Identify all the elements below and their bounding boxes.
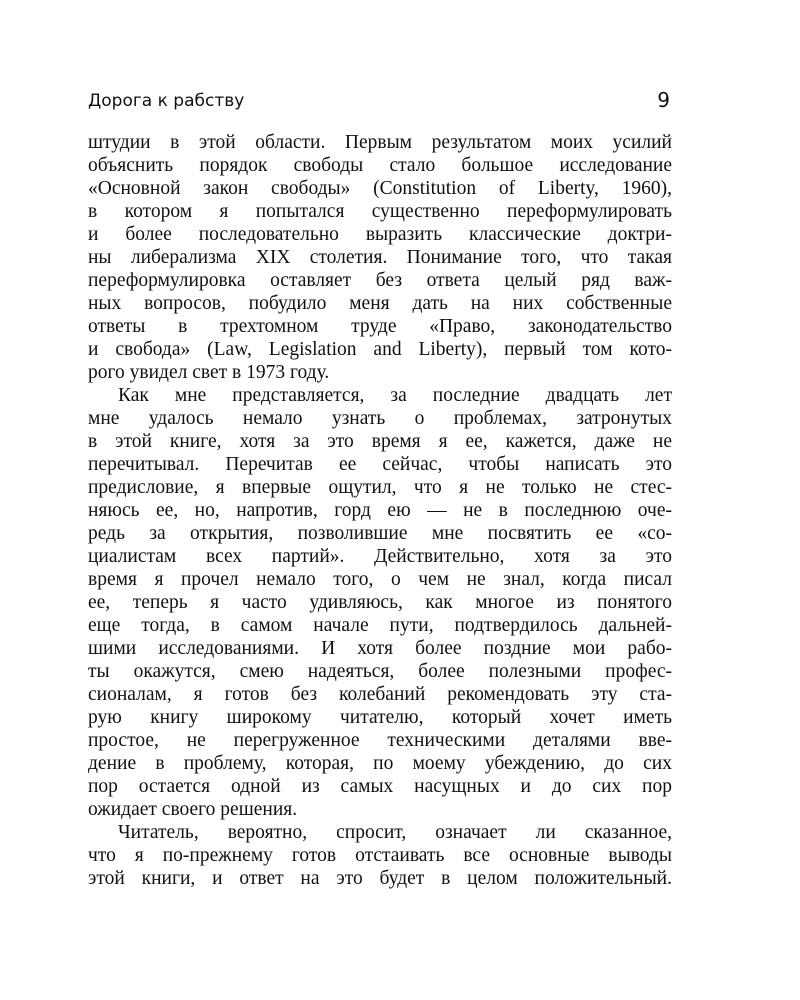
body-text [88,131,672,890]
text-line: еще тогда, в самом начале пути, подтвердилось дальней- [88,615,672,636]
text-line: мне удалось немало узнать о проблемах, затронутых [88,408,672,429]
text-line: Как мне представляется, за последние двадцать лет [118,385,672,406]
text-line: рую книгу широкому читателю, который хочет иметь [88,707,672,728]
text-line: простое, не перегруженное техническими деталями вве- [88,730,672,751]
text-line: Читатель, вероятно, спросит, означает ли сказанное, [118,822,672,843]
text-line: предисловие, я впервые ощутил, что я не только не стес- [88,477,672,498]
text-line: ожидает своего решения. [88,799,298,820]
text-line: «Основной закон свободы» (Constitution of Liberty, 1960), [88,178,672,199]
text-line: пор остается одной из самых насущных и до сих пор [88,776,672,797]
running-head [88,88,672,116]
text-line: ных вопросов, побудило меня дать на них собственные [88,293,672,314]
text-line: циалистам всех партий». Действительно, хотя за это [88,546,672,567]
text-line: время я прочел немало того, о чем не знал, когда писал [88,569,672,590]
text-line: ны либерализма XIX столетия. Понимание того, что такая [88,247,672,268]
text-line: и более последовательно выразить классические доктри- [88,224,672,245]
text-line: няюсь ее, но, напротив, горд ею — не в последнюю оче- [88,500,672,521]
text-line: дение в проблему, которая, по моему убеждению, до сих [88,753,672,774]
running-title: Дорога к рабству [88,91,245,111]
text-line: ответы в трехтомном труде «Право, законодательство [88,316,672,337]
text-line: и свобода» (Law, Legislation and Liberty), первый том кото- [88,339,672,360]
text-line: перечитывал. Перечитав ее сейчас, чтобы написать это [88,454,672,475]
text-line: что я по-прежнему готов отстаивать все основные выводы [88,845,672,866]
text-line: объяснить порядок свободы стало большое исследование [88,155,672,176]
text-line: в этой книге, хотя за это время я ее, кажется, даже не [88,431,672,452]
paragraph-3 [88,821,672,890]
text-line: этой книги, и ответ на это будет в целом положительный. [88,868,672,889]
text-line: штудии в этой области. Первым результатом моих усилий [88,132,672,153]
paragraph-1 [88,131,672,384]
text-line: сионалам, я готов без колебаний рекомендовать эту ста- [88,684,672,705]
page-number: 9 [657,88,670,112]
paragraph-2 [88,384,672,821]
text-line: редь за открытия, позволившие мне посвятить ее «со- [88,523,672,544]
text-line: ты окажутся, смею надеяться, более полезными профес- [88,661,672,682]
text-line: переформулировка оставляет без ответа целый ряд важ- [88,270,672,291]
text-line: в котором я попытался существенно переформулировать [88,201,672,222]
text-line: шими исследованиями. И хотя более поздние мои рабо- [88,638,672,659]
text-line: ее, теперь я часто удивляюсь, как многое из понятого [88,592,672,613]
text-line: рого увидел свет в 1973 году. [88,362,330,383]
